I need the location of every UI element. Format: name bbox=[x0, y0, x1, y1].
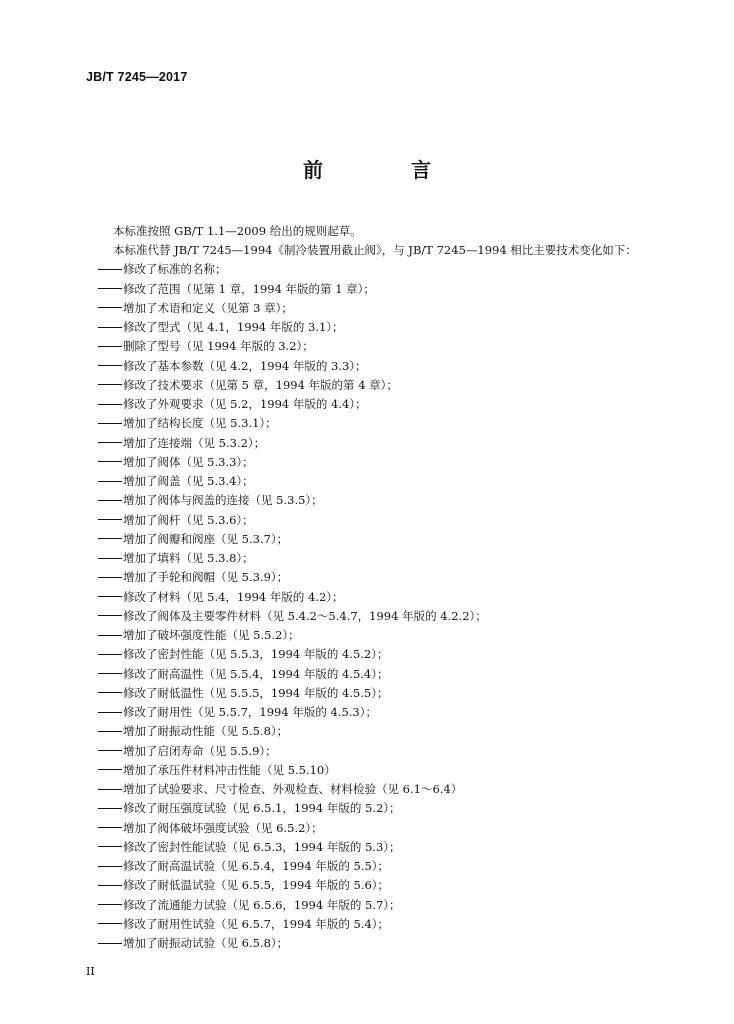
change-text: 增加了阀盖（见 5.3.4）； bbox=[123, 474, 254, 489]
change-text: 修改了技术要求（见第 5 章，1994 年版的第 4 章）； bbox=[123, 377, 398, 392]
em-dash-marker bbox=[98, 654, 122, 655]
change-item bbox=[98, 761, 487, 780]
em-dash-marker bbox=[98, 558, 122, 559]
change-item bbox=[98, 299, 487, 318]
change-item bbox=[98, 472, 487, 491]
em-dash-marker bbox=[98, 943, 122, 944]
change-item bbox=[98, 896, 487, 915]
change-text: 增加了阀瓣和阀座（见 5.3.7）； bbox=[123, 531, 289, 546]
change-text: 增加了启闭寿命（见 5.5.9）； bbox=[123, 743, 277, 758]
change-item bbox=[98, 568, 487, 587]
change-item bbox=[98, 838, 487, 857]
em-dash-marker bbox=[98, 288, 122, 289]
em-dash-marker bbox=[98, 904, 122, 905]
change-text: 增加了术语和定义（见第 3 章）； bbox=[123, 300, 293, 315]
em-dash-marker bbox=[98, 577, 122, 578]
em-dash-marker bbox=[98, 346, 122, 347]
em-dash-marker bbox=[98, 442, 122, 443]
change-text: 增加了阀体破坏强度试验（见 6.5.2）； bbox=[123, 820, 323, 835]
em-dash-marker bbox=[98, 635, 122, 636]
em-dash-marker bbox=[98, 538, 122, 539]
change-text: 增加了阀体（见 5.3.3）； bbox=[123, 454, 254, 469]
change-text: 增加了耐振动性能（见 5.5.8）； bbox=[123, 724, 289, 739]
change-item bbox=[98, 530, 487, 549]
intro-line: 本标准代替 JB/T 7245—1994《制冷装置用截止阀》，与 JB/T 7245—1994 相比主要技术变化如下： bbox=[113, 243, 637, 258]
em-dash-marker bbox=[98, 365, 122, 366]
change-text: 增加了阀杆（见 5.3.6）； bbox=[123, 512, 254, 527]
em-dash-marker bbox=[98, 712, 122, 713]
change-item bbox=[98, 357, 487, 376]
change-text: 修改了外观要求（见 5.2，1994 年版的 4.4）； bbox=[123, 397, 367, 412]
page-number: II bbox=[86, 965, 95, 978]
change-item bbox=[98, 318, 487, 337]
em-dash-marker bbox=[98, 615, 122, 616]
change-item bbox=[98, 799, 487, 818]
intro-line: 本标准按照 GB/T 1.1—2009 给出的规则起草。 bbox=[113, 224, 362, 238]
change-text: 修改了密封性能（见 5.5.3，1994 年版的 4.5.2）； bbox=[123, 647, 389, 662]
change-text: 修改了耐高温试验（见 6.5.4，1994 年版的 5.5）； bbox=[123, 859, 390, 874]
em-dash-marker bbox=[98, 423, 122, 424]
em-dash-marker bbox=[98, 500, 122, 501]
change-text: 修改了耐用性（见 5.5.7，1994 年版的 4.5.3）； bbox=[123, 705, 378, 720]
change-item bbox=[98, 511, 487, 530]
change-item bbox=[98, 703, 487, 722]
change-item bbox=[98, 376, 487, 395]
change-text: 修改了耐用性试验（见 6.5.7，1994 年版的 5.4）； bbox=[123, 916, 390, 931]
change-item bbox=[98, 491, 487, 510]
change-item bbox=[98, 722, 487, 741]
change-item bbox=[98, 934, 487, 953]
change-item bbox=[98, 742, 487, 761]
change-item bbox=[98, 260, 487, 279]
change-item bbox=[98, 819, 487, 838]
change-item bbox=[98, 876, 487, 895]
change-text: 增加了耐振动试验（见 6.5.8）； bbox=[123, 936, 289, 951]
em-dash-marker bbox=[98, 692, 122, 693]
em-dash-marker bbox=[98, 596, 122, 597]
change-text: 修改了基本参数（见 4.2，1994 年版的 3.3）； bbox=[123, 358, 367, 373]
em-dash-marker bbox=[98, 750, 122, 751]
em-dash-marker bbox=[98, 519, 122, 520]
em-dash-marker bbox=[98, 461, 122, 462]
em-dash-marker bbox=[98, 307, 122, 308]
change-text: 增加了承压件材料冲击性能（见 5.5.10） bbox=[123, 762, 336, 777]
change-text: 修改了型式（见 4.1，1994 年版的 3.1）； bbox=[123, 320, 344, 335]
em-dash-marker bbox=[98, 327, 122, 328]
change-item bbox=[98, 280, 487, 299]
change-item bbox=[98, 395, 487, 414]
change-text: 增加了连接端（见 5.3.2）； bbox=[123, 435, 266, 450]
change-item bbox=[98, 626, 487, 645]
change-text: 增加了手轮和阀帽（见 5.3.9）； bbox=[123, 570, 289, 585]
change-item bbox=[98, 645, 487, 664]
em-dash-marker bbox=[98, 269, 122, 270]
document-code: JB/T 7245—2017 bbox=[86, 70, 188, 84]
em-dash-marker bbox=[98, 827, 122, 828]
em-dash-marker bbox=[98, 846, 122, 847]
change-item bbox=[98, 915, 487, 934]
change-item bbox=[98, 453, 487, 472]
change-text: 修改了耐压强度试验（见 6.5.1，1994 年版的 5.2）； bbox=[123, 801, 401, 816]
change-text: 修改了标准的名称； bbox=[123, 262, 227, 277]
change-item bbox=[98, 780, 487, 799]
change-item bbox=[98, 414, 487, 433]
em-dash-marker bbox=[98, 789, 122, 790]
change-text: 修改了阀体及主要零件材料（见 5.4.2～5.4.7，1994 年版的 4.2.2）； bbox=[123, 608, 487, 623]
change-text: 修改了密封性能试验（见 6.5.3，1994 年版的 5.3）； bbox=[123, 839, 401, 854]
change-text: 增加了结构长度（见 5.3.1）； bbox=[123, 416, 277, 431]
change-list bbox=[98, 260, 487, 953]
em-dash-marker bbox=[98, 673, 122, 674]
em-dash-marker bbox=[98, 923, 122, 924]
em-dash-marker bbox=[98, 866, 122, 867]
em-dash-marker bbox=[98, 404, 122, 405]
em-dash-marker bbox=[98, 731, 122, 732]
change-item bbox=[98, 549, 487, 568]
change-text: 修改了耐低温性（见 5.5.5，1994 年版的 4.5.5）； bbox=[123, 685, 389, 700]
intro-paragraphs bbox=[113, 222, 637, 260]
change-text: 增加了阀体与阀盖的连接（见 5.3.5）； bbox=[123, 493, 323, 508]
change-text: 增加了填料（见 5.3.8）； bbox=[123, 551, 254, 566]
change-text: 修改了耐低温试验（见 6.5.5，1994 年版的 5.6）； bbox=[123, 878, 390, 893]
change-item bbox=[98, 684, 487, 703]
change-item bbox=[98, 337, 487, 356]
change-text: 删除了型号（见 1994 年版的 3.2）； bbox=[123, 339, 314, 354]
change-text: 修改了耐高温性（见 5.5.4，1994 年版的 4.5.4）； bbox=[123, 666, 389, 681]
em-dash-marker bbox=[98, 384, 122, 385]
em-dash-marker bbox=[98, 808, 122, 809]
change-item bbox=[98, 665, 487, 684]
em-dash-marker bbox=[98, 885, 122, 886]
change-item bbox=[98, 607, 487, 626]
page-title: 前 言 bbox=[303, 158, 465, 182]
change-item bbox=[98, 857, 487, 876]
change-text: 修改了流通能力试验（见 6.5.6，1994 年版的 5.7）； bbox=[123, 897, 401, 912]
em-dash-marker bbox=[98, 769, 122, 770]
change-text: 修改了材料（见 5.4，1994 年版的 4.2）； bbox=[123, 589, 344, 604]
change-item bbox=[98, 588, 487, 607]
change-text: 增加了试验要求、尺寸检查、外观检查、材料检验（见 6.1～6.4） bbox=[123, 782, 463, 797]
change-text: 增加了破坏强度性能（见 5.5.2）； bbox=[123, 628, 300, 643]
change-text: 修改了范围（见第 1 章，1994 年版的第 1 章）； bbox=[123, 281, 375, 296]
em-dash-marker bbox=[98, 481, 122, 482]
change-item bbox=[98, 434, 487, 453]
